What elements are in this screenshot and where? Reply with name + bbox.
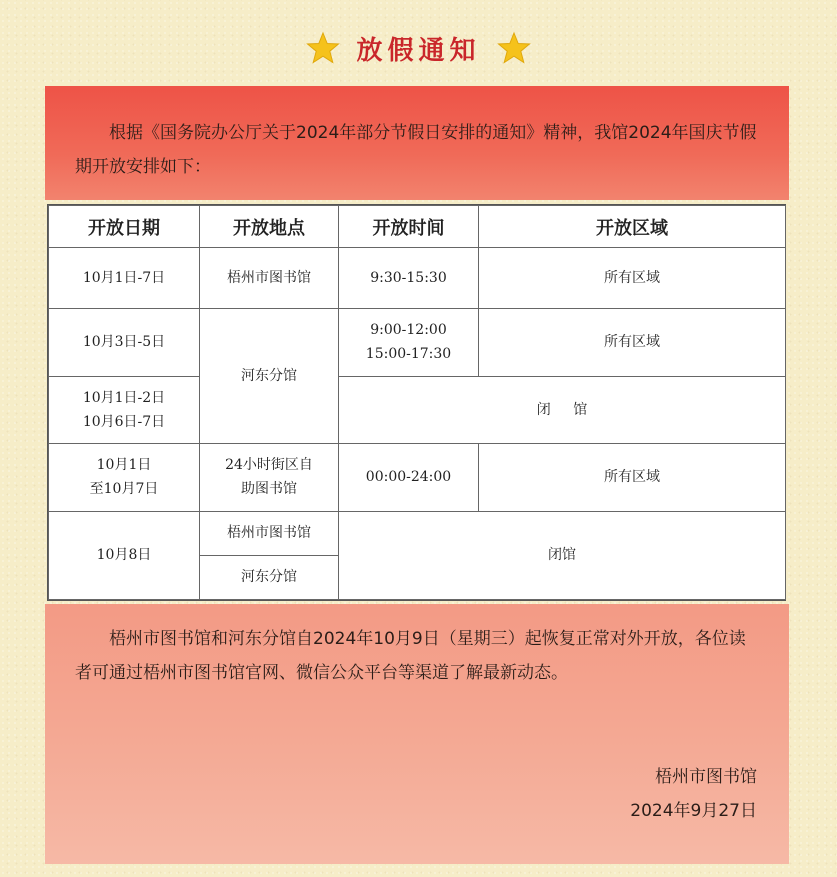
intro-text: 根据《国务院办公厅关于2024年部分节假日安排的通知》精神，我馆2024年国庆节假期开放安排如下： xyxy=(75,123,757,177)
header-place: 开放地点 xyxy=(200,206,339,248)
cell-time: 00:00-24:00 xyxy=(339,444,479,511)
cell-date xyxy=(49,444,200,511)
table-header-row xyxy=(49,206,786,248)
star-icon xyxy=(497,31,531,65)
cell-place: 梧州市图书馆 xyxy=(200,248,339,308)
date-line: 至10月7日 xyxy=(89,481,159,498)
schedule-table xyxy=(47,204,786,601)
cell-place: 梧州市图书馆 xyxy=(200,511,339,555)
time-line: 9:00-12:00 xyxy=(370,322,447,339)
signature-block xyxy=(630,760,757,828)
table-row xyxy=(49,248,786,308)
date-line: 10月1日-2日 xyxy=(82,390,166,406)
header-date: 开放日期 xyxy=(49,206,200,248)
cell-area: 所有区域 xyxy=(479,444,786,511)
cell-time xyxy=(339,308,479,376)
cell-place: 河东分馆 xyxy=(200,555,339,599)
signature: 梧州市图书馆 xyxy=(655,767,757,787)
cell-place: 河东分馆 xyxy=(200,308,339,444)
table-row xyxy=(49,308,786,376)
cell-closed: 闭馆 xyxy=(339,511,786,600)
cell-date: 10月8日 xyxy=(49,511,200,600)
intro-panel xyxy=(45,86,789,200)
time-line: 15:00-17:30 xyxy=(365,346,452,363)
date-line: 10月1日 xyxy=(96,457,152,474)
cell-date: 10月3日-5日 xyxy=(49,308,200,376)
cell-place xyxy=(200,444,339,511)
date-line: 10月6日-7日 xyxy=(82,414,166,430)
cell-date xyxy=(49,376,200,443)
cell-area: 所有区域 xyxy=(479,248,786,308)
cell-area: 所有区域 xyxy=(479,308,786,376)
cell-time: 9:30-15:30 xyxy=(339,248,479,308)
cell-date: 10月1日-7日 xyxy=(49,248,200,308)
title-bar xyxy=(0,24,837,72)
header-time: 开放时间 xyxy=(339,206,479,248)
notice-panel xyxy=(45,604,789,864)
page-title: 放假通知 xyxy=(356,35,481,66)
star-icon xyxy=(306,31,340,65)
table-row xyxy=(49,444,786,511)
header-area: 开放区域 xyxy=(479,206,786,248)
table-row xyxy=(49,511,786,555)
place-line: 24小时街区自 xyxy=(225,457,313,474)
cell-closed: 闭 馆 xyxy=(339,376,786,443)
notice-text: 梧州市图书馆和河东分馆自2024年10月9日（星期三）起恢复正常对外开放，各位读者可通过梧州市图书馆官网、微信公众平台等渠道了解最新动态。 xyxy=(75,629,746,683)
notice-date: 2024年9月27日 xyxy=(630,801,757,821)
table-row xyxy=(49,376,786,443)
place-line: 助图书馆 xyxy=(241,481,297,498)
